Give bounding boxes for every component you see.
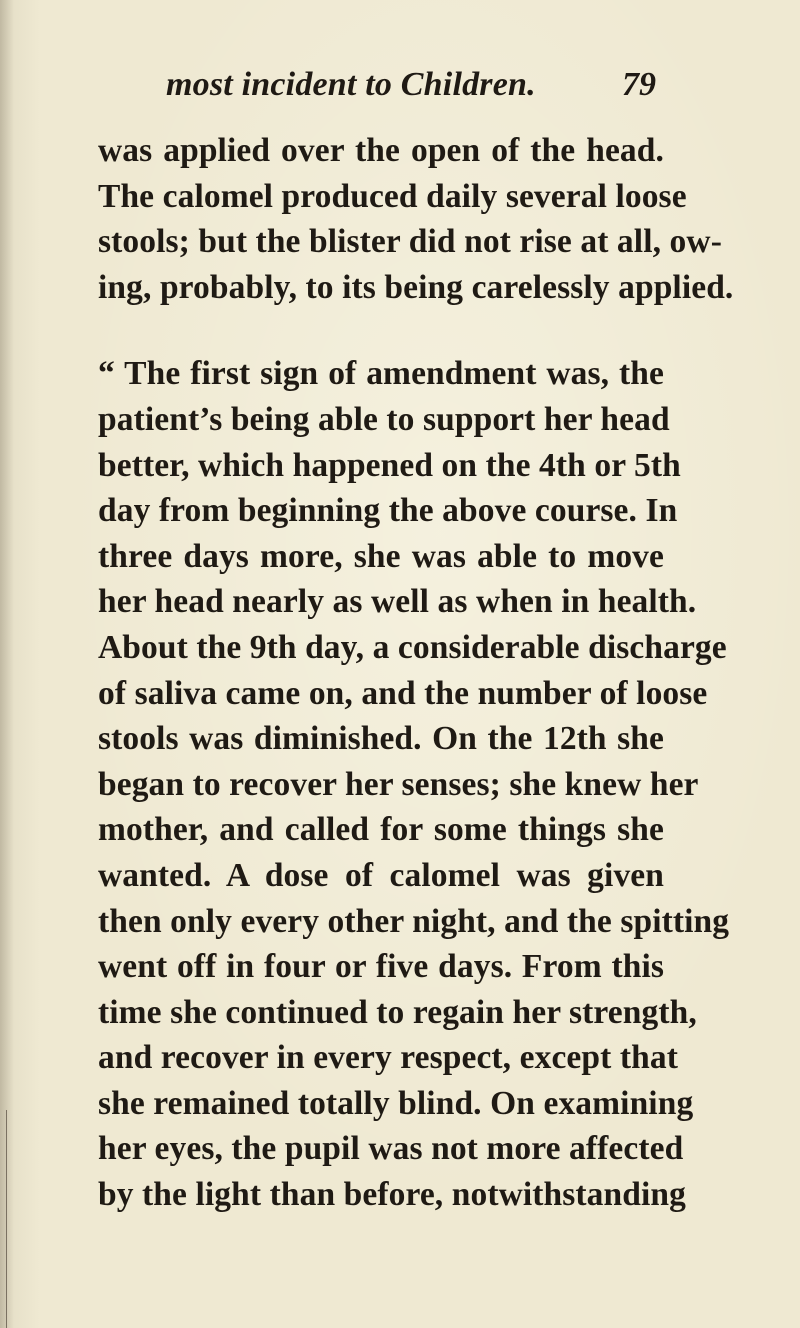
running-head: most incident to Children. — [166, 66, 536, 103]
paragraph-2 — [98, 351, 730, 1217]
text-line: The calomel produced daily several loose — [98, 177, 687, 215]
text-line: by the light than before, notwithstanding — [98, 1176, 686, 1214]
text-line: stools was diminished. On the 12th she — [98, 720, 664, 758]
text-line: of saliva came on, and the number of loose — [98, 674, 708, 712]
text-line: then only every other night, and the spitting — [98, 902, 730, 940]
text-line: stools; but the blister did not rise at all, ow- — [98, 223, 722, 261]
text-line: was applied over the open of the head. — [98, 132, 664, 169]
text-line: three days more, she was able to move — [98, 537, 664, 575]
text-line: her eyes, the pupil was not more affected — [98, 1130, 684, 1168]
body-text — [98, 128, 734, 1218]
text-line: she remained totally blind. On examining — [98, 1084, 694, 1122]
text-line: patient’s being able to support her head — [98, 400, 670, 438]
paragraph-1 — [98, 128, 734, 310]
text-line: day from beginning the above course. In — [98, 492, 678, 530]
text-line: About the 9th day, a considerable discharge — [98, 628, 727, 666]
text-line: began to recover her senses; she knew her — [98, 765, 699, 803]
text-line: went off in four or five days. From this — [98, 948, 664, 986]
text-line: her head nearly as well as when in health. — [98, 583, 697, 621]
text-line: ing, probably, to its being carelessly applied. — [98, 268, 734, 306]
text-line: and recover in every respect, except that — [98, 1039, 678, 1077]
page-header — [0, 66, 800, 106]
text-line: mother, and called for some things she — [98, 811, 664, 849]
text-line: wanted. A dose of calomel was given — [98, 856, 664, 894]
page-number: 79 — [622, 66, 656, 103]
paragraph-gap — [98, 310, 664, 351]
text-line: better, which happened on the 4th or 5th — [98, 446, 681, 484]
text-line: time she continued to regain her strength, — [98, 993, 697, 1031]
page-binding-edge — [0, 0, 14, 1328]
text-line: “ The first sign of amendment was, the — [98, 355, 664, 393]
